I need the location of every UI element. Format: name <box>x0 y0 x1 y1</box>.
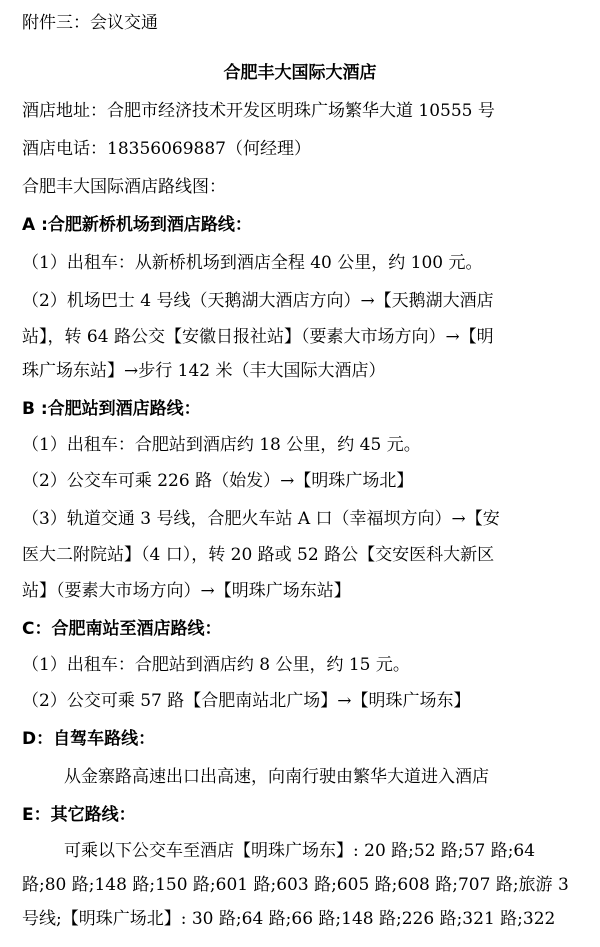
section-b-line: （3）轨道交通 3 号线，合肥火车站 A 口（幸福坝方向）→【安 <box>22 509 500 529</box>
section-e-line: 号线;【明珠广场北】: 30 路;64 路;66 路;148 路;226 路;321 路;322 <box>22 909 556 929</box>
hotel-phone: 酒店电话：18356069887（何经理） <box>22 139 311 159</box>
section-b-line: 站】（要素大市场方向）→【明珠广场东站】 <box>22 581 351 601</box>
section-e-heading: E：其它路线： <box>22 805 136 825</box>
section-a-line: 站】，转 64 路公交【安徽日报社站】（要素大市场方向）→【明 <box>22 327 494 347</box>
section-d-heading: D：自驾车路线： <box>22 729 156 749</box>
section-a-heading: A :合肥新桥机场到酒店路线： <box>22 215 252 235</box>
section-c-line: （1）出租车：合肥站到酒店约 8 公里，约 15 元。 <box>22 655 410 675</box>
section-a-line: 珠广场东站】→步行 142 米（丰大国际大酒店） <box>22 361 386 381</box>
route-map-label: 合肥丰大国际酒店路线图： <box>22 177 226 197</box>
attachment-heading: 附件三：会议交通 <box>22 13 158 33</box>
section-e-line: 路;80 路;148 路;150 路;601 路;603 路;605 路;608 路;707 路;旅游 3 <box>22 875 569 895</box>
section-b-line: （1）出租车：合肥站到酒店约 18 公里，约 45 元。 <box>22 435 421 455</box>
section-a-line: （1）出租车：从新桥机场到酒店全程 40 公里，约 100 元。 <box>22 253 483 273</box>
section-c-heading: C：合肥南站至酒店路线： <box>22 619 222 639</box>
hotel-address: 酒店地址：合肥市经济技术开发区明珠广场繁华大道 10555 号 <box>22 101 495 121</box>
section-b-line: 医大二附院站】（4 口），转 20 路或 52 路公【交安医科大新区 <box>22 545 495 565</box>
section-c-line: （2）公交可乘 57 路【合肥南站北广场】→【明珠广场东】 <box>22 691 471 711</box>
section-a-line: （2）机场巴士 4 号线（天鹅湖大酒店方向）→【天鹅湖大酒店 <box>22 291 494 311</box>
section-b-heading: B :合肥站到酒店路线： <box>22 399 201 419</box>
section-e-line: 可乘以下公交车至酒店【明珠广场东】: 20 路;52 路;57 路;64 <box>64 841 536 861</box>
hotel-title: 合肥丰大国际大酒店 <box>223 63 377 83</box>
section-d-line: 从金寨路高速出口出高速，向南行驶由繁华大道进入酒店 <box>64 767 489 787</box>
section-b-line: （2）公交车可乘 226 路（始发）→【明珠广场北】 <box>22 471 414 491</box>
